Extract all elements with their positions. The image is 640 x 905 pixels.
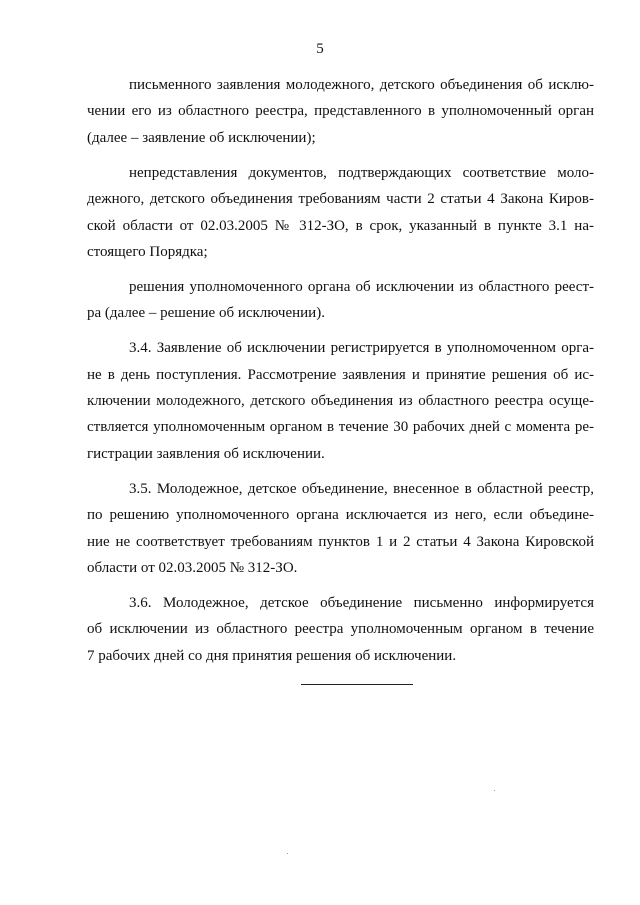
paragraph-written-application [87,72,594,151]
paragraph-3-5 [87,476,594,582]
page-number: 5 [316,41,324,57]
text-line: об исключении из областного реестра уполномоченным органом в течение [87,621,594,638]
text-line: ской области от 02.03.2005 № 312-ЗО, в срок, указанный в пункте 3.1 на- [87,217,594,234]
text-line: 7 рабочих дней со дня принятия решения об исключении. [87,647,457,664]
text-line: чении его из областного реестра, представленного в уполномоченный орган [87,103,594,120]
scan-speck [287,853,288,854]
paragraph-missing-documents [87,160,594,266]
text-line: 3.6. Молодежное, детское объединение письменно информируется [129,594,594,611]
text-line: по решению уполномоченного органа исключается из него, если объедине- [87,507,594,524]
paragraph-authority-decision [87,274,594,327]
text-line: ние не соответствует требованиям пунктов 1 и 2 статьи 4 Закона Кировской [87,533,594,550]
text-line: ключении молодежного, детского объединения из областного реестра осуще- [87,392,594,409]
text-line: решения уполномоченного органа об исключении из областного реест- [129,278,594,295]
text-line: ра (далее – решение об исключении). [87,305,325,322]
end-separator-line [301,684,413,685]
text-line: (далее – заявление об исключении); [87,129,316,146]
text-line: ствляется уполномоченным органом в течение 30 рабочих дней с момента ре- [87,419,594,436]
text-line: 3.5. Молодежное, детское объединение, внесенное в областной реестр, [129,480,594,497]
text-line: 3.4. Заявление об исключении регистрируется в уполномоченном орга- [129,340,594,357]
text-line: области от 02.03.2005 № 312-ЗО. [87,559,298,576]
text-line: гистрации заявления об исключении. [87,445,325,462]
text-line: дежного, детского объединения требованиям части 2 статьи 4 Закона Киров- [87,191,594,208]
paragraph-3-6 [87,590,594,669]
paragraph-3-4 [87,335,594,467]
text-line: стоящего Порядка; [87,243,208,260]
text-line: письменного заявления молодежного, детского объединения об исклю- [129,77,594,93]
document-body [87,72,594,678]
text-line: непредставления документов, подтверждающих соответствие моло- [129,164,594,181]
scan-speck [494,790,495,791]
text-line: не в день поступления. Рассмотрение заявления и принятие решения об ис- [87,366,594,383]
